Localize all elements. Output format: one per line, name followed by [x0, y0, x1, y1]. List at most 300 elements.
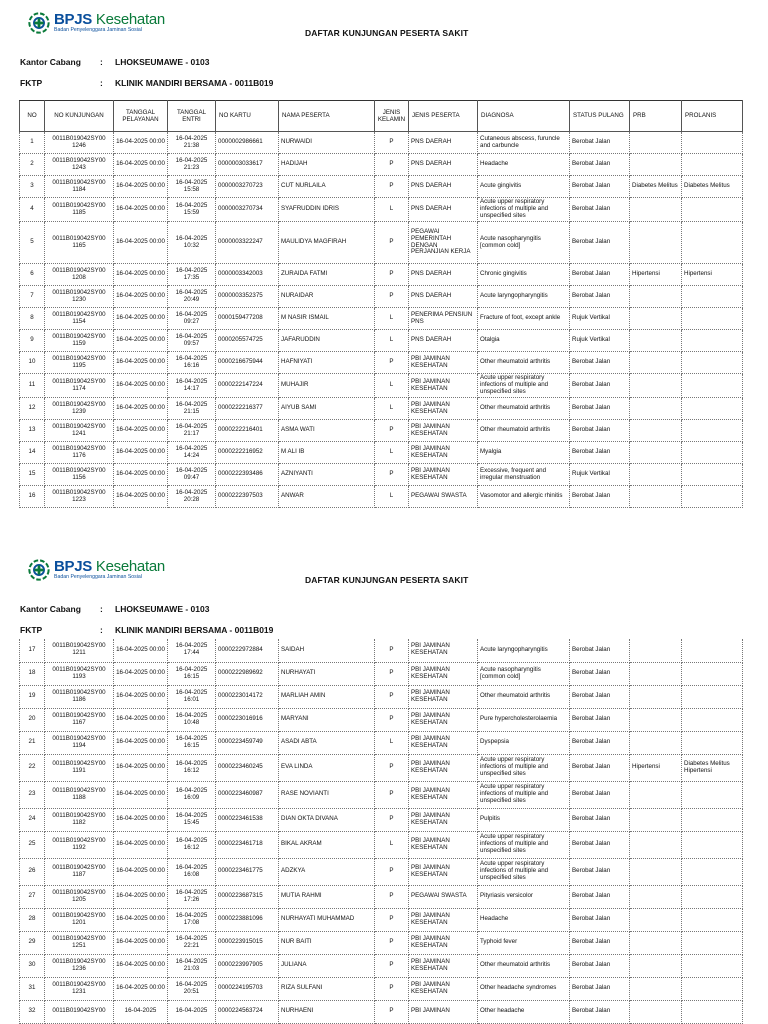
table-row	[20, 639, 743, 662]
kantor-value: LHOKSEUMAWE - 0103	[115, 57, 210, 67]
table-header-row	[20, 101, 743, 132]
cell-tanggal-entri: 16-04-2025 21:23	[168, 154, 216, 176]
cell-prolanis: Diabetes Melitus Hipertensi	[682, 754, 743, 781]
cell-no-kartu: 0000224195703	[216, 977, 279, 1000]
kantor-cabang-row	[20, 57, 209, 67]
cell-jenis-kelamin: P	[375, 808, 409, 831]
fktp-value: KLINIK MANDIRI BERSAMA - 0011B019	[115, 625, 274, 635]
brand-name-rest: Kesehatan	[95, 11, 165, 29]
cell-jenis-peserta: PBI JAMINAN	[409, 1000, 478, 1023]
cell-no-kunjungan: 0011B019042SY00 1231	[45, 977, 114, 1000]
cell-jenis-kelamin: P	[375, 858, 409, 885]
cell-no: 4	[20, 198, 45, 222]
cell-no: 16	[20, 486, 45, 508]
cell-prb	[630, 308, 682, 330]
cell-prb	[630, 464, 682, 486]
cell-diagnosa: Myalgia	[478, 442, 570, 464]
cell-nama-peserta: ANWAR	[279, 486, 375, 508]
cell-status-pulang: Rujuk Vertikal	[570, 464, 630, 486]
cell-no-kartu: 0000223997905	[216, 954, 279, 977]
cell-no: 6	[20, 264, 45, 286]
cell-diagnosa: Other rheumatoid arthritis	[478, 954, 570, 977]
cell-jenis-peserta: PBI JAMINAN KESEHATAN	[409, 908, 478, 931]
cell-jenis-kelamin: P	[375, 708, 409, 731]
cell-no-kartu: 0000223881096	[216, 908, 279, 931]
cell-no-kunjungan: 0011B019042SY00 1156	[45, 464, 114, 486]
cell-diagnosa: Other rheumatoid arthritis	[478, 420, 570, 442]
cell-diagnosa: Acute laryngopharyngitis	[478, 639, 570, 662]
cell-no-kunjungan: 0011B019042SY00 1194	[45, 731, 114, 754]
cell-tanggal-pelayanan: 16-04-2025 00:00	[114, 286, 168, 308]
cell-diagnosa: Acute upper respiratory infections of multiple and unspecified sites	[478, 781, 570, 808]
cell-status-pulang: Berobat Jalan	[570, 374, 630, 398]
cell-status-pulang: Berobat Jalan	[570, 708, 630, 731]
bpjs-logo	[28, 12, 165, 34]
cell-status-pulang: Berobat Jalan	[570, 486, 630, 508]
cell-prolanis	[682, 808, 743, 831]
cell-prolanis	[682, 977, 743, 1000]
fktp-label: FKTP	[20, 625, 43, 635]
cell-status-pulang: Berobat Jalan	[570, 154, 630, 176]
cell-jenis-kelamin: L	[375, 308, 409, 330]
cell-prolanis	[682, 420, 743, 442]
cell-jenis-kelamin: P	[375, 885, 409, 908]
cell-tanggal-pelayanan: 16-04-2025 00:00	[114, 486, 168, 508]
cell-no-kunjungan: 0011B019042SY00 1223	[45, 486, 114, 508]
cell-diagnosa: Acute upper respiratory infections of multiple and unspecified sites	[478, 831, 570, 858]
cell-tanggal-pelayanan: 16-04-2025 00:00	[114, 931, 168, 954]
cell-prolanis	[682, 330, 743, 352]
cell-no-kartu: 0000003322247	[216, 222, 279, 264]
cell-status-pulang: Rujuk Vertikal	[570, 308, 630, 330]
cell-no: 27	[20, 885, 45, 908]
cell-no-kartu: 0000205574725	[216, 330, 279, 352]
cell-status-pulang: Berobat Jalan	[570, 222, 630, 264]
cell-no-kartu: 0000223687315	[216, 885, 279, 908]
kantor-label: Kantor Cabang	[20, 604, 81, 614]
cell-tanggal-entri: 16-04-2025 16:15	[168, 662, 216, 685]
cell-prolanis	[682, 154, 743, 176]
cell-diagnosa: Other rheumatoid arthritis	[478, 685, 570, 708]
cell-no: 14	[20, 442, 45, 464]
cell-tanggal-pelayanan: 16-04-2025 00:00	[114, 154, 168, 176]
table-row	[20, 374, 743, 398]
cell-tanggal-entri: 16-04-2025 15:59	[168, 198, 216, 222]
cell-tanggal-entri: 16-04-2025 16:08	[168, 858, 216, 885]
cell-jenis-kelamin: P	[375, 931, 409, 954]
cell-diagnosa: Other rheumatoid arthritis	[478, 352, 570, 374]
cell-diagnosa: Chronic gingivitis	[478, 264, 570, 286]
cell-tanggal-pelayanan: 16-04-2025 00:00	[114, 330, 168, 352]
cell-jenis-peserta: PBI JAMINAN KESEHATAN	[409, 464, 478, 486]
column-header-jenis-peserta: JENIS PESERTA	[409, 101, 478, 132]
cell-no-kartu: 0000222972884	[216, 639, 279, 662]
cell-no-kartu: 0000003342003	[216, 264, 279, 286]
cell-prolanis	[682, 222, 743, 264]
cell-no-kartu: 0000223460987	[216, 781, 279, 808]
cell-no-kunjungan: 0011B019042SY00 1186	[45, 685, 114, 708]
cell-no-kunjungan: 0011B019042SY00 1182	[45, 808, 114, 831]
cell-prb: Hipertensi	[630, 264, 682, 286]
cell-nama-peserta: MARLIAH AMIN	[279, 685, 375, 708]
column-header-tanggal-pelayanan: TANGGAL PELAYANAN	[114, 101, 168, 132]
cell-jenis-peserta: PBI JAMINAN KESEHATAN	[409, 754, 478, 781]
cell-no-kunjungan: 0011B019042SY00 1251	[45, 931, 114, 954]
cell-nama-peserta: EVA LINDA	[279, 754, 375, 781]
column-header-no-kartu: NO KARTU	[216, 101, 279, 132]
cell-jenis-kelamin: P	[375, 954, 409, 977]
table-row	[20, 831, 743, 858]
cell-tanggal-pelayanan: 16-04-2025 00:00	[114, 858, 168, 885]
cell-status-pulang: Berobat Jalan	[570, 662, 630, 685]
cell-no-kunjungan: 0011B019042SY00 1185	[45, 198, 114, 222]
cell-status-pulang: Berobat Jalan	[570, 781, 630, 808]
cell-tanggal-entri: 16-04-2025 20:28	[168, 486, 216, 508]
cell-jenis-kelamin: P	[375, 754, 409, 781]
cell-prb	[630, 198, 682, 222]
cell-diagnosa: Pityriasis versicolor	[478, 885, 570, 908]
cell-tanggal-pelayanan: 16-04-2025 00:00	[114, 374, 168, 398]
cell-prb	[630, 154, 682, 176]
cell-tanggal-entri: 16-04-2025 20:51	[168, 977, 216, 1000]
cell-nama-peserta: RASE NOVIANTI	[279, 781, 375, 808]
cell-jenis-peserta: PBI JAMINAN KESEHATAN	[409, 442, 478, 464]
cell-prb	[630, 954, 682, 977]
cell-no-kartu: 0000224563724	[216, 1000, 279, 1023]
cell-jenis-kelamin: P	[375, 154, 409, 176]
cell-jenis-kelamin: P	[375, 176, 409, 198]
cell-no-kartu: 0000222216952	[216, 442, 279, 464]
cell-prolanis	[682, 662, 743, 685]
cell-jenis-peserta: PBI JAMINAN KESEHATAN	[409, 662, 478, 685]
cell-no-kartu: 0000003270723	[216, 176, 279, 198]
cell-prolanis	[682, 352, 743, 374]
document-title: DAFTAR KUNJUNGAN PESERTA SAKIT	[305, 28, 469, 38]
cell-prb	[630, 374, 682, 398]
cell-tanggal-pelayanan: 16-04-2025 00:00	[114, 808, 168, 831]
table-body	[20, 639, 743, 1023]
cell-no-kartu: 0000223461538	[216, 808, 279, 831]
cell-no: 1	[20, 132, 45, 154]
column-header-no: NO	[20, 101, 45, 132]
cell-jenis-peserta: PENERIMA PENSIUN PNS	[409, 308, 478, 330]
cell-jenis-kelamin: L	[375, 330, 409, 352]
cell-no-kunjungan: 0011B019042SY00 1191	[45, 754, 114, 781]
table-body	[20, 132, 743, 508]
cell-status-pulang: Berobat Jalan	[570, 977, 630, 1000]
cell-no-kunjungan: 0011B019042SY00 1176	[45, 442, 114, 464]
cell-tanggal-pelayanan: 16-04-2025 00:00	[114, 352, 168, 374]
cell-tanggal-entri: 16-04-2025 09:27	[168, 308, 216, 330]
cell-prolanis: Hipertensi	[682, 264, 743, 286]
cell-no: 29	[20, 931, 45, 954]
cell-jenis-peserta: PNS DAERAH	[409, 264, 478, 286]
cell-prb	[630, 931, 682, 954]
cell-no: 18	[20, 662, 45, 685]
fktp-label: FKTP	[20, 78, 43, 88]
cell-nama-peserta: M ALI IB	[279, 442, 375, 464]
cell-status-pulang: Berobat Jalan	[570, 264, 630, 286]
cell-no-kartu: 0000159477208	[216, 308, 279, 330]
cell-tanggal-entri: 16-04-2025 16:09	[168, 781, 216, 808]
cell-tanggal-pelayanan: 16-04-2025 00:00	[114, 708, 168, 731]
table-row	[20, 908, 743, 931]
cell-tanggal-entri: 16-04-2025 22:21	[168, 931, 216, 954]
cell-tanggal-pelayanan: 16-04-2025 00:00	[114, 954, 168, 977]
cell-status-pulang: Berobat Jalan	[570, 176, 630, 198]
table-row	[20, 442, 743, 464]
cell-no-kunjungan: 0011B019042SY00 1192	[45, 831, 114, 858]
cell-status-pulang: Berobat Jalan	[570, 885, 630, 908]
cell-diagnosa: Dyspepsia	[478, 731, 570, 754]
table-row	[20, 731, 743, 754]
cell-tanggal-entri: 16-04-2025 16:12	[168, 831, 216, 858]
cell-tanggal-pelayanan: 16-04-2025 00:00	[114, 885, 168, 908]
brand-tagline: Badan Penyelenggara Jaminan Sosial	[54, 574, 142, 581]
cell-no-kunjungan: 0011B019042SY00 1159	[45, 330, 114, 352]
table-row	[20, 931, 743, 954]
cell-no: 22	[20, 754, 45, 781]
cell-no: 10	[20, 352, 45, 374]
cell-no-kartu: 0000003270734	[216, 198, 279, 222]
cell-no-kunjungan: 0011B019042SY00 1187	[45, 858, 114, 885]
cell-nama-peserta: SYAFRUDDIN IDRIS	[279, 198, 375, 222]
table-row	[20, 885, 743, 908]
cell-diagnosa: Typhoid fever	[478, 931, 570, 954]
cell-diagnosa: Vasomotor and allergic rhinitis	[478, 486, 570, 508]
cell-prolanis	[682, 1000, 743, 1023]
cell-nama-peserta: MAULIDYA MAGFIRAH	[279, 222, 375, 264]
cell-no-kartu: 0000222216377	[216, 398, 279, 420]
cell-no-kunjungan: 0011B019042SY00 1184	[45, 176, 114, 198]
table-row	[20, 1000, 743, 1023]
visit-table-page-2	[19, 639, 743, 1024]
colon: :	[100, 78, 103, 88]
column-header-tanggal-entri: TANGGAL ENTRI	[168, 101, 216, 132]
cell-tanggal-entri: 16-04-2025 21:38	[168, 132, 216, 154]
cell-tanggal-pelayanan: 16-04-2025 00:00	[114, 908, 168, 931]
cell-jenis-peserta: PBI JAMINAN KESEHATAN	[409, 420, 478, 442]
brand-name-bold: BPJS	[54, 558, 92, 576]
cell-nama-peserta: AZNIYANTI	[279, 464, 375, 486]
cell-no-kartu: 0000216675944	[216, 352, 279, 374]
cell-tanggal-entri: 16-04-2025 16:01	[168, 685, 216, 708]
cell-nama-peserta: NUR BAITI	[279, 931, 375, 954]
cell-no-kunjungan: 0011B019042SY00 1205	[45, 885, 114, 908]
cell-prolanis	[682, 308, 743, 330]
cell-status-pulang: Rujuk Vertikal	[570, 330, 630, 352]
cell-no: 23	[20, 781, 45, 808]
column-header-nama-peserta: NAMA PESERTA	[279, 101, 375, 132]
cell-jenis-kelamin: P	[375, 132, 409, 154]
cell-diagnosa: Pulpitis	[478, 808, 570, 831]
cell-nama-peserta: ADZKYA	[279, 858, 375, 885]
table-row	[20, 286, 743, 308]
cell-prb	[630, 662, 682, 685]
cell-jenis-kelamin: P	[375, 286, 409, 308]
table-row	[20, 954, 743, 977]
cell-tanggal-entri: 16-04-2025	[168, 1000, 216, 1023]
cell-status-pulang: Berobat Jalan	[570, 286, 630, 308]
cell-no: 13	[20, 420, 45, 442]
cell-tanggal-pelayanan: 16-04-2025 00:00	[114, 442, 168, 464]
cell-no-kartu: 0000002986661	[216, 132, 279, 154]
cell-no: 8	[20, 308, 45, 330]
cell-diagnosa: Acute laryngopharyngitis	[478, 286, 570, 308]
cell-status-pulang: Berobat Jalan	[570, 754, 630, 781]
cell-tanggal-pelayanan: 16-04-2025 00:00	[114, 977, 168, 1000]
cell-diagnosa: Fracture of foot, except ankle	[478, 308, 570, 330]
table-row	[20, 754, 743, 781]
cell-no: 32	[20, 1000, 45, 1023]
cell-jenis-kelamin: P	[375, 352, 409, 374]
cell-nama-peserta: RIZA SULFANI	[279, 977, 375, 1000]
cell-prolanis	[682, 885, 743, 908]
cell-jenis-kelamin: L	[375, 831, 409, 858]
cell-no-kartu: 0000223459749	[216, 731, 279, 754]
cell-prolanis	[682, 286, 743, 308]
cell-status-pulang: Berobat Jalan	[570, 420, 630, 442]
cell-tanggal-pelayanan: 16-04-2025 00:00	[114, 398, 168, 420]
cell-tanggal-pelayanan: 16-04-2025 00:00	[114, 731, 168, 754]
cell-jenis-peserta: PEGAWAI PEMERINTAH DENGAN PERJANJIAN KERJA	[409, 222, 478, 264]
cell-no: 17	[20, 639, 45, 662]
cell-prb	[630, 1000, 682, 1023]
cell-prb: Hipertensi	[630, 754, 682, 781]
cell-no-kunjungan: 0011B019042SY00	[45, 1000, 114, 1023]
cell-no: 30	[20, 954, 45, 977]
cell-tanggal-entri: 16-04-2025 09:47	[168, 464, 216, 486]
cell-prb	[630, 885, 682, 908]
cell-no-kartu: 0000223016916	[216, 708, 279, 731]
cell-jenis-kelamin: P	[375, 420, 409, 442]
cell-prolanis	[682, 831, 743, 858]
cell-prb	[630, 132, 682, 154]
cell-prolanis	[682, 374, 743, 398]
cell-jenis-kelamin: L	[375, 486, 409, 508]
cell-tanggal-entri: 16-04-2025 16:15	[168, 731, 216, 754]
cell-jenis-kelamin: P	[375, 222, 409, 264]
cell-status-pulang: Berobat Jalan	[570, 685, 630, 708]
cell-jenis-peserta: PNS DAERAH	[409, 132, 478, 154]
cell-prb	[630, 222, 682, 264]
cell-no: 11	[20, 374, 45, 398]
cell-nama-peserta: HAFNIYATI	[279, 352, 375, 374]
cell-no-kartu: 0000222216401	[216, 420, 279, 442]
cell-no-kunjungan: 0011B019042SY00 1174	[45, 374, 114, 398]
cell-jenis-kelamin: L	[375, 398, 409, 420]
cell-nama-peserta: NURAIDAR	[279, 286, 375, 308]
cell-no: 5	[20, 222, 45, 264]
column-header-no-kunjungan: NO KUNJUNGAN	[45, 101, 114, 132]
cell-no-kartu: 0000223461718	[216, 831, 279, 858]
cell-tanggal-pelayanan: 16-04-2025 00:00	[114, 132, 168, 154]
column-header-diagnosa: DIAGNOSA	[478, 101, 570, 132]
table-row	[20, 464, 743, 486]
table-row	[20, 662, 743, 685]
cell-nama-peserta: M NASIR ISMAIL	[279, 308, 375, 330]
cell-jenis-kelamin: P	[375, 781, 409, 808]
cell-prolanis	[682, 954, 743, 977]
cell-status-pulang: Berobat Jalan	[570, 731, 630, 754]
cell-prb	[630, 330, 682, 352]
fktp-row	[20, 78, 273, 88]
kantor-label: Kantor Cabang	[20, 57, 81, 67]
cell-no-kunjungan: 0011B019042SY00 1193	[45, 662, 114, 685]
cell-diagnosa: Headache	[478, 154, 570, 176]
cell-no-kunjungan: 0011B019042SY00 1246	[45, 132, 114, 154]
cell-prolanis	[682, 908, 743, 931]
cell-no: 31	[20, 977, 45, 1000]
cell-jenis-peserta: PBI JAMINAN KESEHATAN	[409, 352, 478, 374]
cell-diagnosa: Excessive, frequent and irregular menstruation	[478, 464, 570, 486]
column-header-jenis-kelamin: JENIS KELAMIN	[375, 101, 409, 132]
cell-jenis-kelamin: P	[375, 977, 409, 1000]
cell-tanggal-pelayanan: 16-04-2025 00:00	[114, 222, 168, 264]
table-row	[20, 154, 743, 176]
bpjs-emblem-icon	[28, 559, 50, 581]
cell-no-kartu: 0000222989692	[216, 662, 279, 685]
table-row	[20, 132, 743, 154]
cell-nama-peserta: ASMA WATI	[279, 420, 375, 442]
cell-tanggal-entri: 16-04-2025 09:57	[168, 330, 216, 352]
cell-prb	[630, 908, 682, 931]
cell-no-kunjungan: 0011B019042SY00 1211	[45, 639, 114, 662]
table-row	[20, 398, 743, 420]
cell-tanggal-entri: 16-04-2025 15:45	[168, 808, 216, 831]
cell-jenis-peserta: PBI JAMINAN KESEHATAN	[409, 639, 478, 662]
cell-prolanis	[682, 685, 743, 708]
cell-diagnosa: Pure hypercholesterolaemia	[478, 708, 570, 731]
cell-no-kunjungan: 0011B019042SY00 1165	[45, 222, 114, 264]
cell-jenis-kelamin: P	[375, 1000, 409, 1023]
cell-no-kunjungan: 0011B019042SY00 1188	[45, 781, 114, 808]
fktp-value: KLINIK MANDIRI BERSAMA - 0011B019	[115, 78, 274, 88]
cell-diagnosa: Acute gingivitis	[478, 176, 570, 198]
cell-status-pulang: Berobat Jalan	[570, 132, 630, 154]
cell-jenis-kelamin: P	[375, 639, 409, 662]
colon: :	[100, 625, 103, 635]
colon: :	[100, 604, 103, 614]
cell-status-pulang: Berobat Jalan	[570, 639, 630, 662]
cell-tanggal-entri: 16-04-2025 17:44	[168, 639, 216, 662]
table-row	[20, 486, 743, 508]
cell-prb	[630, 352, 682, 374]
cell-nama-peserta: MUHAJIR	[279, 374, 375, 398]
cell-jenis-peserta: PBI JAMINAN KESEHATAN	[409, 781, 478, 808]
cell-tanggal-pelayanan: 16-04-2025 00:00	[114, 781, 168, 808]
cell-status-pulang: Berobat Jalan	[570, 931, 630, 954]
cell-jenis-peserta: PBI JAMINAN KESEHATAN	[409, 977, 478, 1000]
cell-no: 20	[20, 708, 45, 731]
cell-jenis-peserta: PBI JAMINAN KESEHATAN	[409, 374, 478, 398]
cell-status-pulang: Berobat Jalan	[570, 398, 630, 420]
cell-nama-peserta: MUTIA RAHMI	[279, 885, 375, 908]
cell-jenis-kelamin: L	[375, 442, 409, 464]
cell-diagnosa: Acute upper respiratory infections of multiple and unspecified sites	[478, 754, 570, 781]
cell-jenis-peserta: PBI JAMINAN KESEHATAN	[409, 398, 478, 420]
brand-tagline: Badan Penyelenggara Jaminan Sosial	[54, 27, 142, 34]
cell-prolanis	[682, 464, 743, 486]
cell-no-kunjungan: 0011B019042SY00 1236	[45, 954, 114, 977]
cell-prolanis: Diabetes Melitus	[682, 176, 743, 198]
cell-no-kunjungan: 0011B019042SY00 1154	[45, 308, 114, 330]
cell-no: 7	[20, 286, 45, 308]
cell-prb	[630, 420, 682, 442]
cell-tanggal-pelayanan: 16-04-2025 00:00	[114, 464, 168, 486]
table-row	[20, 708, 743, 731]
cell-no-kunjungan: 0011B019042SY00 1241	[45, 420, 114, 442]
